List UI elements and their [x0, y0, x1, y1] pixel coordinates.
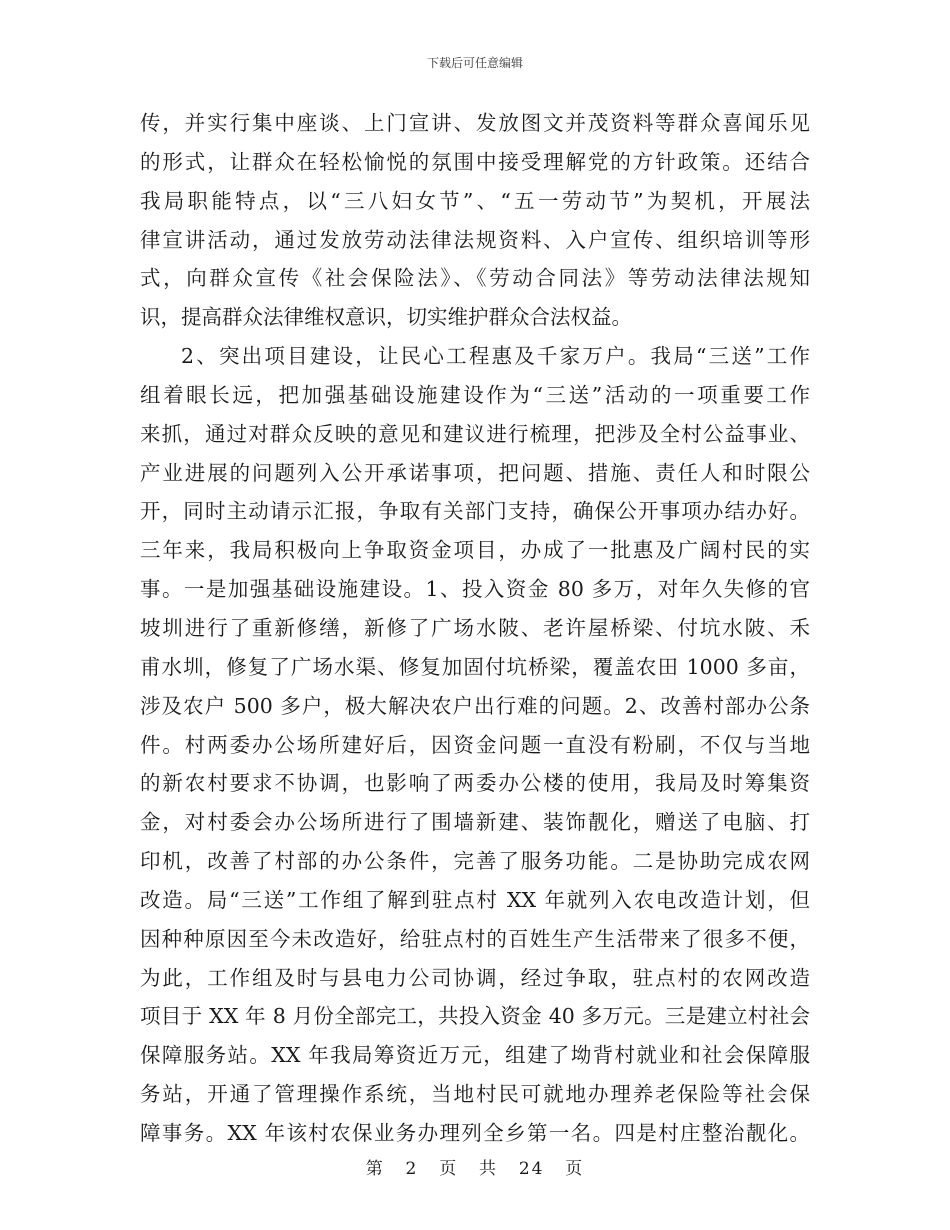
text-line: 障事务。XX 年该村农保业务办理列全乡第一名。四是村庄整治靓化。	[140, 1120, 810, 1145]
text-line: 坡圳进行了重新修缮，新修了广场水陂、老许屋桥梁、付坑水陂、禾	[140, 615, 810, 640]
text-line: 件。村两委办公场所建好后，因资金问题一直没有粉刷，不仅与当地	[140, 732, 810, 757]
text-line: 事。一是加强基础设施建设。1、投入资金 80 多万，对年久失修的官	[140, 577, 810, 602]
page-header: 下载后可任意编辑	[426, 56, 523, 70]
page-footer	[0, 1154, 950, 1179]
text-line: 涉及农户 500 多户，极大解决农户出行难的问题。2、改善村部办公条	[140, 693, 810, 718]
footer-label-total: 共	[479, 1159, 498, 1179]
text-line: 的形式，让群众在轻松愉悦的氛围中接受理解党的方针政策。还结合	[140, 149, 810, 174]
text-line: 我局职能特点，以“三八妇女节”、“五一劳动节”为契机，开展法	[140, 188, 810, 213]
text-line: 组着眼长远，把加强基础设施建设作为“三送”活动的一项重要工作	[140, 382, 810, 407]
text-line: 保障服务站。XX 年我局筹资近万元，组建了坳背村就业和社会保障服	[140, 1043, 810, 1068]
text-line: 式，向群众宣传《社会保险法》、《劳动合同法》等劳动法律法规知	[140, 266, 810, 291]
text-line: 改造。局“三送”工作组了解到驻点村 XX 年就列入农电改造计划，但	[140, 887, 810, 912]
footer-label-unit: 页	[439, 1159, 459, 1179]
text-line: 识，提高群众法律维权意识，切实维护群众合法权益。	[140, 305, 632, 330]
document-body	[140, 104, 810, 1153]
text-line: 产业进展的问题列入公开承诺事项，把问题、措施、责任人和时限公	[140, 460, 810, 485]
text-line: 印机，改善了村部的办公条件，完善了服务功能。二是协助完成农网	[140, 849, 810, 874]
text-line: 为此，工作组及时与县电力公司协调，经过争取，驻点村的农网改造	[140, 965, 810, 990]
footer-label-page: 第	[365, 1159, 385, 1179]
text-line: 项目于 XX 年 8 月份全部完工，共投入资金 40 多万元。三是建立村社会	[140, 1004, 810, 1029]
text-line: 律宣讲活动，通过发放劳动法律法规资料、入户宣传、组织培训等形	[140, 227, 810, 252]
text-line: 金，对村委会办公场所进行了围墙新建、装饰靓化，赠送了电脑、打	[140, 810, 810, 835]
text-line: 三年来，我局积极向上争取资金项目，办成了一批惠及广阔村民的实	[140, 538, 810, 563]
text-line: 因种种原因至今未改造好，给驻点村的百姓生产生活带来了很多不便，	[140, 926, 810, 951]
text-line: 务站，开通了管理操作系统，当地村民可就地办理养老保险等社会保	[140, 1082, 810, 1107]
current-page-number: 2	[405, 1159, 419, 1179]
text-line: 的新农村要求不协调，也影响了两委办公楼的使用，我局及时筹集资	[140, 771, 810, 796]
text-line: 甫水圳，修复了广场水渠、修复加固付坑桥梁，覆盖农田 1000 多亩，	[140, 654, 810, 679]
paragraph	[140, 104, 810, 337]
footer-label-unit-2: 页	[565, 1159, 585, 1179]
text-line: 2、突出项目建设，让民心工程惠及千家万户。我局“三送”工作	[181, 344, 810, 369]
total-pages-number: 24	[518, 1159, 545, 1179]
text-line: 开，同时主动请示汇报，争取有关部门支持，确保公开事项办结办好。	[140, 499, 810, 524]
paragraph	[140, 337, 810, 1153]
text-line: 传，并实行集中座谈、上门宣讲、发放图文并茂资料等群众喜闻乐见	[140, 111, 810, 135]
text-line: 来抓，通过对群众反映的意见和建议进行梳理，把涉及全村公益事业、	[140, 421, 810, 446]
